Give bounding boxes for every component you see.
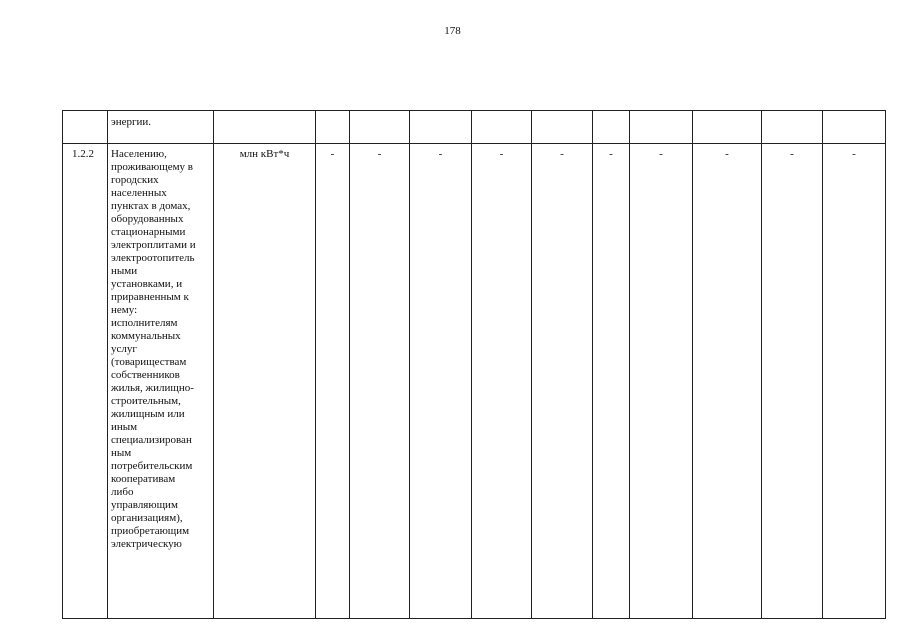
description-line: иным: [111, 421, 138, 433]
table-row: [63, 144, 886, 619]
description-line: кооперативам: [111, 473, 176, 485]
description-line: жилищным или: [111, 408, 185, 420]
cell-unit: [214, 111, 316, 144]
cell-value: -: [532, 144, 593, 619]
description-line: электроотопитель: [111, 252, 195, 264]
cell-value: -: [630, 144, 693, 619]
description-line: организациям),: [111, 512, 183, 524]
description-line: проживающему в: [111, 161, 194, 173]
description-line: коммунальных: [111, 330, 181, 342]
description-line: управляющим: [111, 499, 178, 511]
description-line: (товариществам: [111, 356, 187, 368]
description-line: населенных: [111, 187, 167, 199]
cell-value: -: [693, 144, 762, 619]
description-line: жилья, жилищно-: [111, 382, 194, 394]
description-line: специализирован: [111, 434, 192, 446]
description-line: нему:: [111, 304, 138, 316]
cell-description: [108, 144, 214, 619]
description-line: приобретающим: [111, 525, 190, 537]
cell-number: 1.2.2: [63, 144, 108, 619]
description-line: ными: [111, 265, 138, 277]
cell-value: -: [823, 144, 886, 619]
description-line: электрическую: [111, 538, 182, 550]
table-row-continuation: [63, 111, 886, 144]
cell-unit: млн кВт*ч: [214, 144, 316, 619]
description-line: услуг: [111, 343, 137, 355]
description-line: приравненным к: [111, 291, 189, 303]
page-number: 178: [444, 25, 461, 37]
description-line: потребительским: [111, 460, 193, 472]
cell-value: -: [472, 144, 532, 619]
description-line: строительным,: [111, 395, 181, 407]
description-line: установками, и: [111, 278, 183, 290]
description-line: стационарными: [111, 226, 186, 238]
description-line: ным: [111, 447, 132, 459]
description-line: электроплитами и: [111, 239, 196, 251]
cell-value: -: [350, 144, 410, 619]
description-line: Населению,: [111, 148, 167, 160]
description-line: городских: [111, 174, 159, 186]
cell-description: энергии.: [108, 111, 214, 144]
cell-number: [63, 111, 108, 144]
cell-value: -: [762, 144, 823, 619]
description-line: собственников: [111, 369, 180, 381]
cell-value: -: [410, 144, 472, 619]
cell-value: -: [316, 144, 350, 619]
description-line: исполнителям: [111, 317, 178, 329]
description-line: оборудованных: [111, 213, 184, 225]
cell-value: -: [593, 144, 630, 619]
description-line: либо: [111, 486, 134, 498]
description-line: пунктах в домах,: [111, 200, 191, 212]
data-table: [62, 110, 886, 619]
